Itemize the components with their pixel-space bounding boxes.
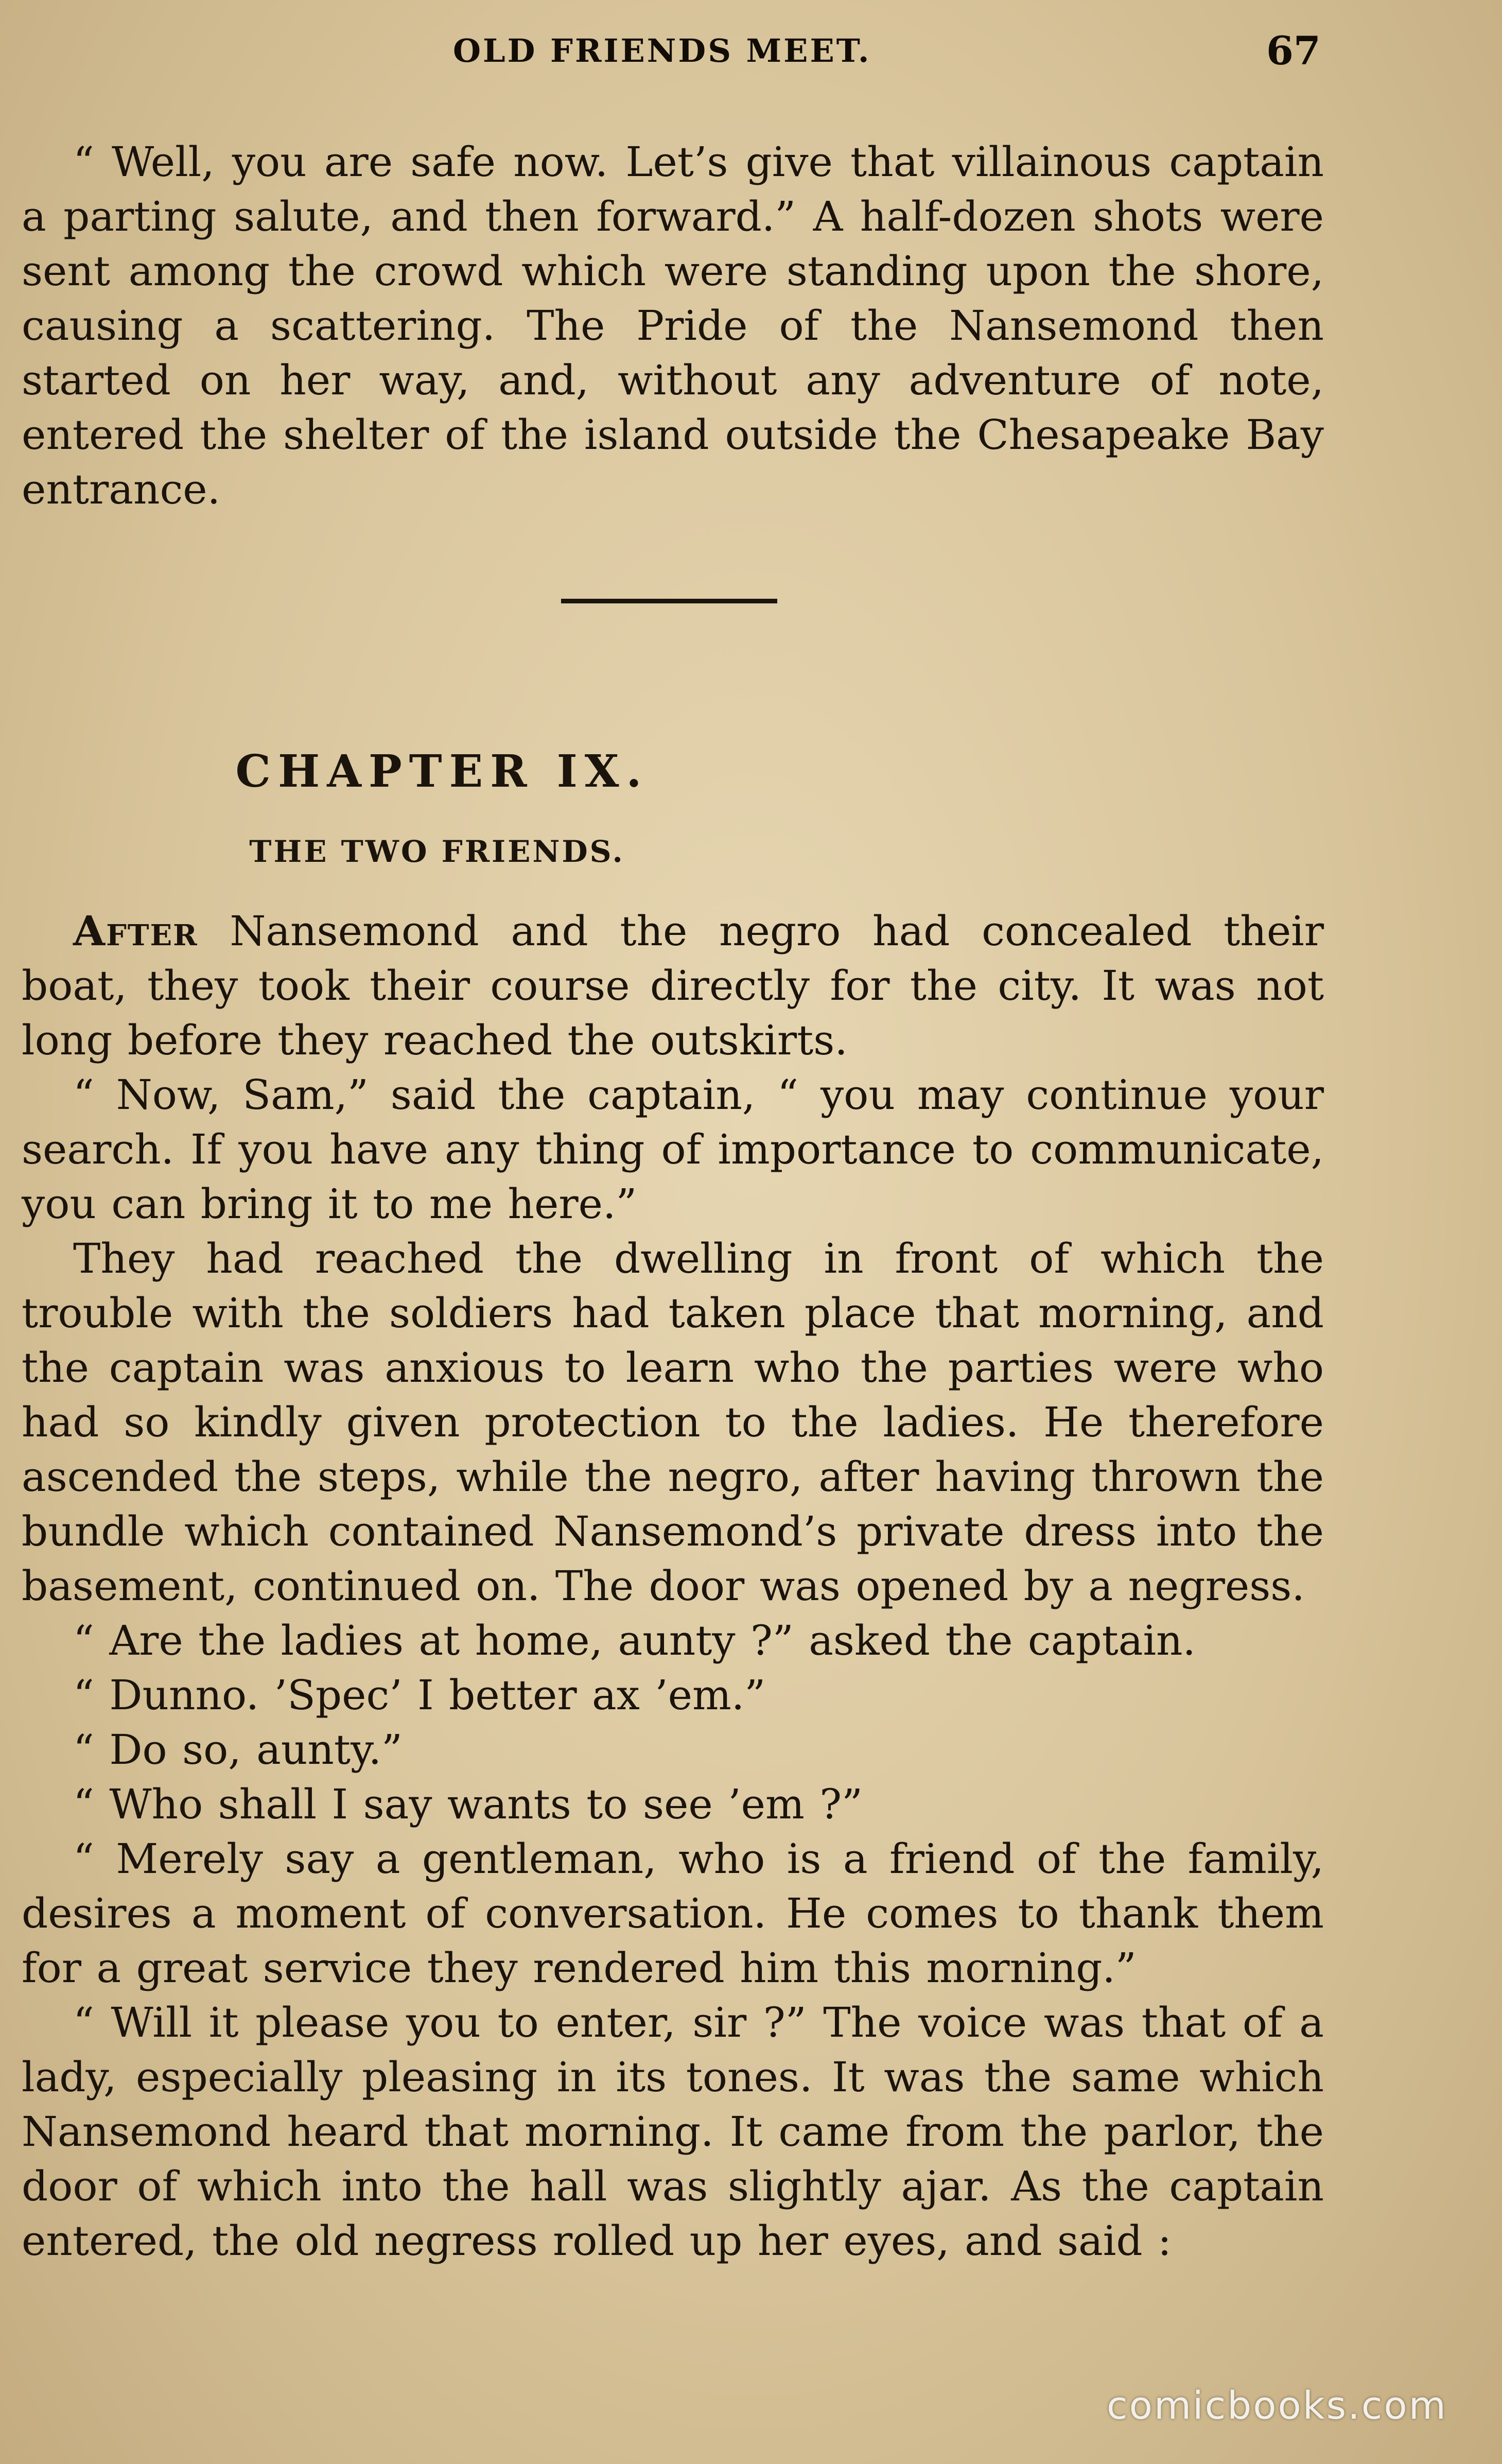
chapter-title: THE TWO FRIENDS.: [249, 834, 625, 869]
section-divider-rule: [561, 599, 777, 603]
chapter-number: CHAPTER IX.: [235, 745, 649, 797]
lead-word: After: [73, 907, 198, 955]
running-title: OLD FRIENDS MEET.: [453, 32, 871, 70]
body-paragraph: “ Dunno. ’Spec’ I better ax ’em.”: [73, 1671, 766, 1719]
chapter-body: [22, 904, 1324, 2268]
chapter-subtitle: [0, 834, 1502, 869]
body-paragraph: “ Who shall I say wants to see ’em ?”: [73, 1780, 863, 1828]
body-paragraph: “ Merely say a gentleman, who is a friend of the family, desires a moment of conversation. He comes to thank them for a great service they rendered him this morning.”: [22, 1835, 1324, 1992]
chapter-heading: [0, 745, 1502, 797]
first-paragraph-text: Nansemond and the negro had concealed their boat, they took their course directly for the city. It was not long before they reached the outskirts.: [22, 907, 1324, 1064]
body-paragraph: They had reached the dwelling in front of which the trouble with the soldiers had taken place that morning, and the captain was anxious to learn who the parties were who had so kindly given protection to the ladies. He therefore ascended the steps, while the negro, after having thrown the bundle which contained Nansemond’s private dress into the basement, continued on. The door was opened by a negress.: [22, 1235, 1324, 1610]
page-number: 67: [1266, 28, 1321, 74]
opening-paragraph: “ Well, you are safe now. Let’s give that villainous captain a parting salute, and then forward.” A half-dozen shots were sent among the crowd which were standing upon the shore, causing a scattering. The Pride of the Nansemond then started on her way, and, without any adventure of note, entered the shelter of the island outside the Chesapeake Bay entrance.: [22, 138, 1324, 513]
watermark: comicbooks.com: [1107, 2384, 1447, 2428]
body-paragraph: “ Will it please you to enter, sir ?” The voice was that of a lady, especially pleasing in its tones. It was the same which Nansemond heard that morning. It came from the parlor, the door of which into the hall was slightly ajar. As the captain entered, the old negress rolled up her eyes, and said :: [22, 1999, 1324, 2265]
body-paragraph: “ Are the ladies at home, aunty ?” asked the captain.: [73, 1617, 1196, 1664]
body-paragraph: “ Do so, aunty.”: [73, 1726, 403, 1774]
body-paragraph: “ Now, Sam,” said the captain, “ you may continue your search. If you have any thing of importance to communicate, you can bring it to me here.”: [22, 1071, 1324, 1228]
first-paragraph: [22, 904, 1324, 1068]
opening-paragraph-block: [22, 135, 1324, 517]
running-head: [0, 28, 1502, 83]
